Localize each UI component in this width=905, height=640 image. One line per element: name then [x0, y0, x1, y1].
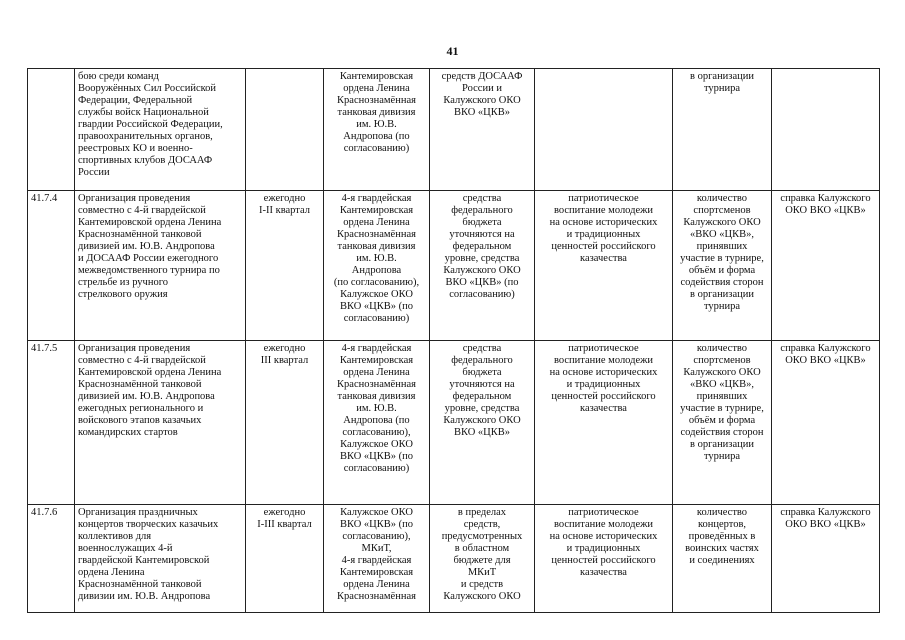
direction-cell	[535, 69, 673, 191]
funding-cell: средства федерального бюджета уточняются на федеральном уровне, средства Калужского ОКО ВКО «ЦКВ»	[430, 341, 535, 505]
measure-name-cell: бою среди команд Вооружённых Сил Российской Федерации, Федеральной службы войск Национальной гвардии Российской Федерации, правоохранительных органов, реестровых КО и военно- спортивных клубов ДОСААФ России	[75, 69, 246, 191]
page-number: 41	[446, 44, 459, 58]
table-row	[28, 69, 880, 191]
report-cell: справка Калужского ОКО ВКО «ЦКВ»	[772, 191, 880, 341]
executors-cell: 4-я гвардейская Кантемировская ордена Ленина Краснознамённая танковая дивизия им. Ю.В. Андропова (по согласованию), Калужское ОКО ВКО «ЦКВ» (по согласованию)	[324, 191, 430, 341]
executors-cell: 4-я гвардейская Кантемировская ордена Ленина Краснознамённая танковая дивизия им. Ю.В. Андропова (по согласованию), Калужское ОКО ВКО «ЦКВ» (по согласованию)	[324, 341, 430, 505]
direction-cell: патриотическое воспитание молодежи на основе исторических и традиционных ценностей российского казачества	[535, 505, 673, 613]
indicator-cell: количество спортсменов Калужского ОКО «ВКО «ЦКВ», принявших участие в турнире, объём и форма содействия сторон в организации турнира	[673, 341, 772, 505]
executors-cell: Кантемировская ордена Ленина Краснознамённая танковая дивизия им. Ю.В. Андропова (по согласованию)	[324, 69, 430, 191]
funding-cell: средств ДОСААФ России и Калужского ОКО ВКО «ЦКВ»	[430, 69, 535, 191]
indicator-cell: количество концертов, проведённых в воинских частях и соединениях	[673, 505, 772, 613]
item-number-cell: 41.7.4	[28, 191, 75, 341]
measure-name-cell: Организация проведения совместно с 4-й гвардейской Кантемировской ордена Ленина Краснознамённой танковой дивизией им. Ю.В. Андропова и ДОСААФ России ежегодного межведомственного турнира по стрельбе из ручного стрелкового оружия	[75, 191, 246, 341]
table-row	[28, 191, 880, 341]
indicator-cell: в организации турнира	[673, 69, 772, 191]
funding-cell: средства федерального бюджета уточняются на федеральном уровне, средства Калужского ОКО ВКО «ЦКВ» (по согласованию)	[430, 191, 535, 341]
item-number-cell: 41.7.6	[28, 505, 75, 613]
direction-cell: патриотическое воспитание молодежи на основе исторических и традиционных ценностей российского казачества	[535, 191, 673, 341]
plan-table	[27, 68, 880, 613]
term-cell: ежегодно III квартал	[246, 341, 324, 505]
measure-name-cell: Организация праздничных концертов творческих казачьих коллективов для военнослужащих 4-й гвардейской Кантемировской ордена Ленина Краснознамённой танковой дивизии им. Ю.В. Андропова	[75, 505, 246, 613]
report-cell: справка Калужского ОКО ВКО «ЦКВ»	[772, 341, 880, 505]
term-cell: ежегодно I-III квартал	[246, 505, 324, 613]
executors-cell: Калужское ОКО ВКО «ЦКВ» (по согласованию), МКиТ, 4-я гвардейская Кантемировская ордена Ленина Краснознамённая	[324, 505, 430, 613]
indicator-cell: количество спортсменов Калужского ОКО «ВКО «ЦКВ», принявших участие в турнире, объём и форма содействия сторон в организации турнира	[673, 191, 772, 341]
plan-table-body	[28, 69, 880, 613]
item-number-cell: 41.7.5	[28, 341, 75, 505]
direction-cell: патриотическое воспитание молодежи на основе исторических и традиционных ценностей российского казачества	[535, 341, 673, 505]
funding-cell: в пределах средств, предусмотренных в областном бюджете для МКиТ и средств Калужского ОКО	[430, 505, 535, 613]
item-number-cell	[28, 69, 75, 191]
measure-name-cell: Организация проведения совместно с 4-й гвардейской Кантемировской ордена Ленина Краснознамённой танковой дивизией им. Ю.В. Андропова ежегодных регионального и войскового этапов казачьих командирских стартов	[75, 341, 246, 505]
term-cell: ежегодно I-II квартал	[246, 191, 324, 341]
table-row	[28, 505, 880, 613]
term-cell	[246, 69, 324, 191]
table-row	[28, 341, 880, 505]
report-cell	[772, 69, 880, 191]
report-cell: справка Калужского ОКО ВКО «ЦКВ»	[772, 505, 880, 613]
